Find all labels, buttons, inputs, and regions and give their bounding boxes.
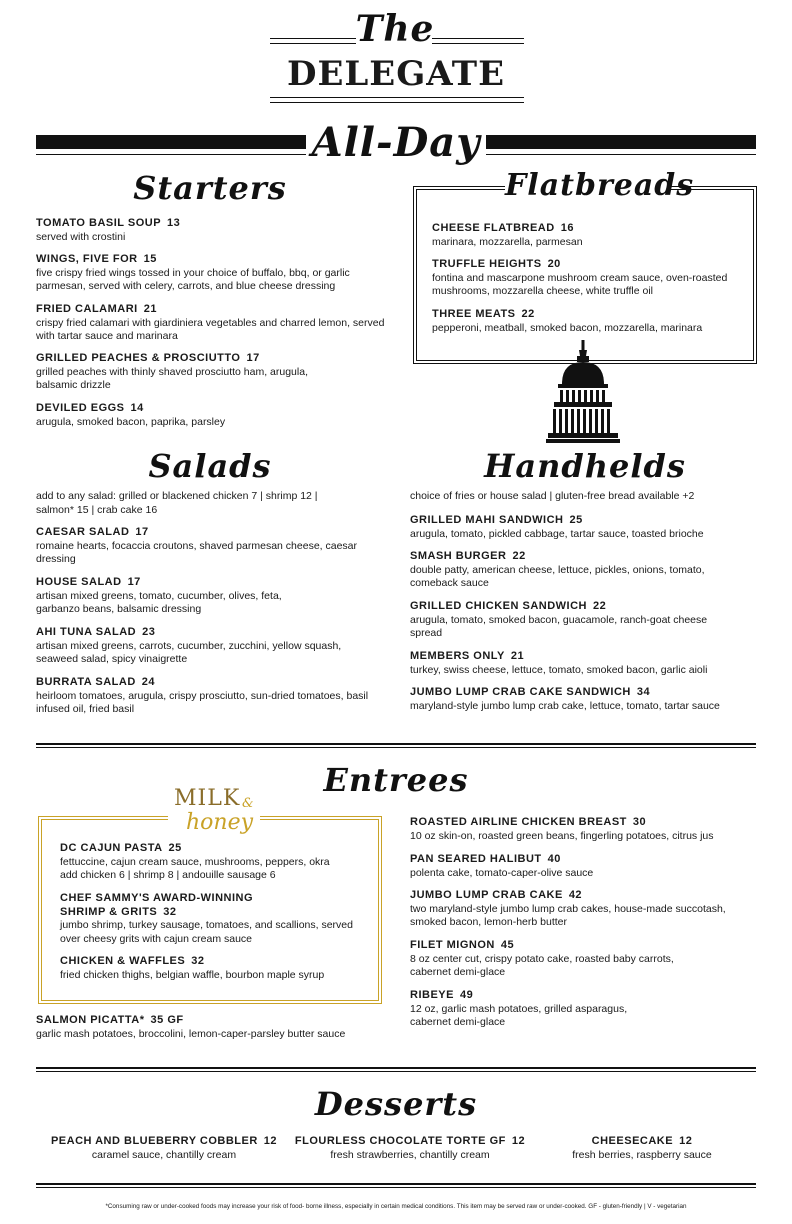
milk-logo-text: MILK	[174, 786, 241, 811]
handhelds-title: Handhelds	[484, 447, 686, 485]
menu-item: CHEF SAMMY'S AWARD-WINNING SHRIMP & GRITS 32 jumbo shrimp, turkey sausage, tomatoes, and scallions, served over cheesy grits with cajun cream sauce	[60, 892, 353, 945]
starters-title: Starters	[133, 169, 287, 207]
menu-item: JUMBO LUMP CRAB CAKE SANDWICH 34 maryland-style jumbo lump crab cake, lettuce, tomato, tartar sauce	[410, 686, 720, 712]
menu-item: CAESAR SALAD 17 romaine hearts, focaccia croutons, shaved parmesan cheese, caesar dressing	[36, 526, 358, 565]
salads-title: Salads	[148, 447, 272, 485]
banner-rule	[36, 154, 306, 155]
menu-item: GRILLED PEACHES & PROSCIUTTO 17 grilled peaches with thinly shaved prosciutto ham, arugula, balsamic drizzle	[36, 352, 308, 391]
logo-the: The	[355, 8, 435, 50]
menu-item: ROASTED AIRLINE CHICKEN BREAST 30 10 oz skin-on, roasted green beans, fingerling potatoes, citrus jus	[410, 816, 714, 842]
menu-item: GRILLED MAHI SANDWICH 25 arugula, tomato, pickled cabbage, tartar sauce, toasted brioche	[410, 514, 704, 540]
menu-item: SALMON PICATTA* 35 GF garlic mash potatoes, broccolini, lemon-caper-parsley butter sauce	[36, 1014, 346, 1040]
banner-title: All-Day	[311, 119, 481, 166]
menu-item: BURRATA SALAD 24 heirloom tomatoes, arugula, crispy prosciutto, sun-dried tomatoes, basil infused oil, fried basil	[36, 676, 369, 715]
menu-item: HOUSE SALAD 17 artisan mixed greens, tomato, cucumber, olives, feta, garbanzo beans, balsamic dressing	[36, 576, 282, 615]
dessert-item: PEACH AND BLUEBERRY COBBLER 12 caramel sauce, chantilly cream	[50, 1135, 278, 1161]
honey-logo-text: honey	[186, 810, 254, 835]
menu-item: PAN SEARED HALIBUT 40 polenta cake, tomato-caper-olive sauce	[410, 853, 594, 879]
handhelds-note: choice of fries or house salad | gluten-free bread available +2	[410, 490, 695, 502]
menu-item: DC CAJUN PASTA 25 fettuccine, cajun cream sauce, mushrooms, peppers, okra add chicken 6 | shrimp 8 | andouille sausage 6	[60, 842, 330, 881]
menu-item: CHEESE FLATBREAD 16 marinara, mozzarella, parmesan	[432, 222, 583, 248]
menu-item: WINGS, FIVE FOR 15 five crispy fried wings tossed in your choice of buffalo, bbq, or garlic parmesan, served with celery, carrots, and blue cheese dressing	[36, 253, 350, 292]
section-divider	[36, 743, 756, 748]
menu-item: CHICKEN & WAFFLES 32 fried chicken thighs, belgian waffle, bourbon maple syrup	[60, 955, 325, 981]
menu-item: FILET MIGNON 45 8 oz center cut, crispy potato cake, roasted baby carrots, cabernet demi-glace	[410, 939, 674, 978]
menu-item: GRILLED CHICKEN SANDWICH 22 arugula, tomato, smoked bacon, guacamole, ranch-goat cheese spread	[410, 600, 708, 639]
section-divider	[36, 1067, 756, 1072]
logo-rule	[270, 97, 524, 98]
menu-item: DEVILED EGGS 14 arugula, smoked bacon, paprika, parsley	[36, 402, 226, 428]
dessert-item: CHEESECAKE 12 fresh berries, raspberry sauce	[572, 1135, 712, 1161]
amp-logo-text: &	[242, 796, 254, 811]
menu-item: FRIED CALAMARI 21 crispy fried calamari with giardiniera vegetables and charred lemon, served with tartar sauce and marinara	[36, 303, 385, 342]
menu-item: TRUFFLE HEIGHTS 20 fontina and mascarpone mushroom cream sauce, oven-roasted mushrooms, mozzarella cheese, white truffle oil	[432, 258, 728, 297]
footer-disclaimer: *Consuming raw or under-cooked foods may increase your risk of food- borne illness, especially in certain medical conditions. This item may be served raw or under-cooked. GF - gluten-friendly | V - vegetarian	[105, 1203, 687, 1210]
banner-band-right	[486, 135, 756, 149]
menu-item: RIBEYE 49 12 oz, garlic mash potatoes, grilled asparagus, cabernet demi-glace	[410, 989, 628, 1028]
entrees-title: Entrees	[323, 761, 469, 799]
logo-rule	[270, 102, 524, 103]
flatbreads-title: Flatbreads	[505, 168, 695, 203]
menu-item: JUMBO LUMP CRAB CAKE 42 two maryland-style jumbo lump crab cakes, house-made succotash, smoked bacon, lemon-herb butter	[410, 889, 726, 928]
logo-name: DELEGATE	[287, 54, 505, 94]
dessert-item: FLOURLESS CHOCOLATE TORTE GF 12 fresh strawberries, chantilly cream	[294, 1135, 526, 1161]
menu-item: MEMBERS ONLY 21 turkey, swiss cheese, lettuce, tomato, smoked bacon, garlic aioli	[410, 650, 708, 676]
milk-honey-logo	[168, 784, 260, 844]
menu-item: AHI TUNA SALAD 23 artisan mixed greens, carrots, cucumber, zucchini, yellow squash, seaweed salad, spicy vinaigrette	[36, 626, 342, 665]
banner-band-left	[36, 135, 306, 149]
capitol-dome-icon	[546, 340, 620, 444]
desserts-title: Desserts	[314, 1085, 478, 1123]
banner-rule	[486, 154, 756, 155]
menu-item: TOMATO BASIL SOUP 13 served with crostini	[36, 217, 181, 243]
menu-item: SMASH BURGER 22 double patty, american cheese, lettuce, pickles, onions, tomato, comeback sauce	[410, 550, 705, 589]
salads-note: add to any salad: grilled or blackened chicken 7 | shrimp 12 | salmon* 15 | crab cake 16	[36, 490, 318, 516]
menu-item: THREE MEATS 22 pepperoni, meatball, smoked bacon, mozzarella, marinara	[432, 308, 703, 334]
section-divider	[36, 1183, 756, 1188]
